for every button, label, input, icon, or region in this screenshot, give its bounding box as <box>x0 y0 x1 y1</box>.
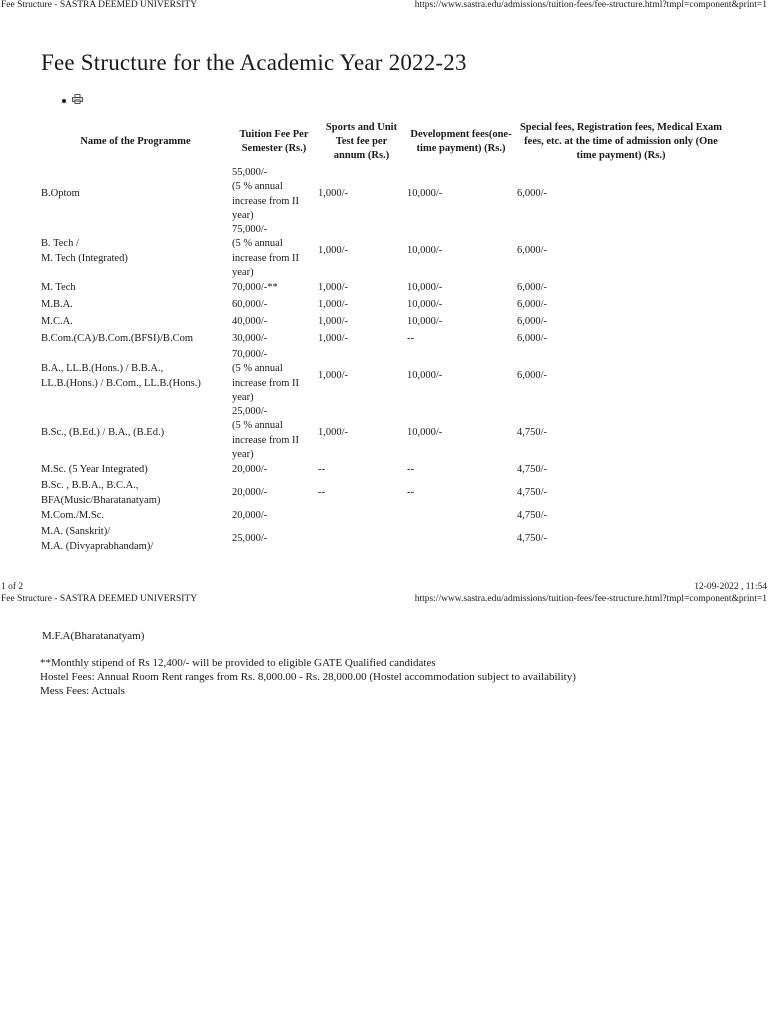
table-cell-special: 6,000/- <box>517 299 548 311</box>
table-header-row <box>40 118 726 166</box>
printer-icon[interactable] <box>72 93 83 108</box>
table-cell-dev: 10,000/- <box>407 299 443 311</box>
print-list-item <box>62 93 83 108</box>
table-cell-sports: 1,000/- <box>318 299 349 311</box>
table-cell-dev: 10,000/- <box>407 188 443 200</box>
table-cell-name: M.Sc. (5 Year Integrated) <box>41 464 148 476</box>
print-footer-page: 1 of 2 <box>1 582 24 592</box>
table-cell-tuition: 60,000/- <box>232 299 268 311</box>
table-cell-sports: 1,000/- <box>318 245 349 257</box>
table-cell-tuition: 70,000/- (5 % annual increase from II year) <box>232 349 300 403</box>
mess-fee-note: Mess Fees: Actuals <box>40 685 125 697</box>
table-cell-name: B.A., LL.B.(Hons.) / B.B.A., LL.B.(Hons.) / B.Com., LL.B.(Hons.) <box>41 363 201 389</box>
table-cell-tuition: 30,000/- <box>232 333 268 345</box>
table-row <box>40 166 726 223</box>
table-cell-sports <box>317 525 406 554</box>
table-cell-special: 6,000/- <box>517 333 548 345</box>
table-cell-dev: -- <box>407 464 414 476</box>
table-cell-tuition: 20,000/- <box>232 510 268 522</box>
table-row <box>40 223 726 280</box>
table-row <box>40 479 726 508</box>
fee-table <box>40 118 726 554</box>
table-cell-name: M.B.A. <box>41 299 73 311</box>
hostel-fee-note: Hostel Fees: Annual Room Rent ranges from Rs. 8,000.00 - Rs. 28,000.00 (Hostel accommodation subject to availability) <box>40 671 576 683</box>
table-cell-sports: 1,000/- <box>318 370 349 382</box>
table-cell-special: 6,000/- <box>517 245 548 257</box>
table-cell-name: B.Sc. , B.B.A., B.C.A., BFA(Music/Bharatanatyam) <box>41 480 161 506</box>
table-cell-special: 6,000/- <box>517 370 548 382</box>
column-header: Development fees(one-time payment) (Rs.) <box>410 129 512 154</box>
table-row <box>40 405 726 462</box>
print-header-title: Fee Structure - SASTRA DEEMED UNIVERSITY <box>1 594 198 604</box>
table-cell-dev <box>406 508 516 525</box>
table-cell-sports: 1,000/- <box>318 333 349 345</box>
table-cell-tuition: 40,000/- <box>232 316 268 328</box>
table-cell-name: B.Optom <box>41 188 80 200</box>
column-header: Sports and Unit Test fee per annum (Rs.) <box>325 122 398 161</box>
table-cell-dev <box>406 525 516 554</box>
table-cell-sports: -- <box>318 464 325 476</box>
table-cell-name: B.Sc., (B.Ed.) / B.A., (B.Ed.) <box>41 427 165 439</box>
table-cell-special: 6,000/- <box>517 188 548 200</box>
column-header: Tuition Fee Per Semester (Rs.) <box>239 129 309 154</box>
table-cell-tuition: 20,000/- <box>232 487 268 499</box>
print-header-title: Fee Structure - SASTRA DEEMED UNIVERSITY <box>1 0 198 10</box>
table-cell-special: 4,750/- <box>517 510 548 522</box>
table-cell-sports: -- <box>318 487 325 499</box>
table-cell-dev: 10,000/- <box>407 427 443 439</box>
table-row <box>40 462 726 479</box>
table-cell-sports <box>317 508 406 525</box>
table-cell-tuition: 25,000/- <box>232 533 268 545</box>
table-cell-dev: -- <box>407 333 414 345</box>
table-cell-special: 4,750/- <box>517 533 548 545</box>
continued-row-name: M.F.A(Bharatanatyam) <box>42 630 145 642</box>
table-cell-special: 6,000/- <box>517 316 548 328</box>
print-header-url: https://www.sastra.edu/admissions/tuition-fees/fee-structure.html?tmpl=component&print=1 <box>414 594 767 604</box>
table-cell-tuition: 70,000/-** <box>232 282 278 294</box>
table-cell-dev: 10,000/- <box>407 245 443 257</box>
table-cell-tuition: 20,000/- <box>232 464 268 476</box>
table-cell-sports: 1,000/- <box>318 427 349 439</box>
table-cell-special: 4,750/- <box>517 464 548 476</box>
table-cell-name: B.Com.(CA)/B.Com.(BFSI)/B.Com <box>41 333 193 345</box>
column-header: Name of the Programme <box>80 136 191 147</box>
table-cell-name: M.C.A. <box>41 316 73 328</box>
table-cell-special: 4,750/- <box>517 487 548 499</box>
table-cell-special: 6,000/- <box>517 282 548 294</box>
table-cell-tuition: 25,000/- (5 % annual increase from II year) <box>232 406 300 460</box>
table-cell-name: M. Tech <box>41 282 76 294</box>
table-row <box>40 280 726 297</box>
table-row <box>40 508 726 525</box>
table-cell-name: B. Tech / M. Tech (Integrated) <box>41 238 128 264</box>
table-cell-name: M.Com./M.Sc. <box>41 510 105 522</box>
table-cell-sports: 1,000/- <box>318 282 349 294</box>
table-row <box>40 525 726 554</box>
table-row <box>40 314 726 331</box>
table-row <box>40 297 726 314</box>
bullet-dot <box>62 99 66 103</box>
table-row <box>40 331 726 348</box>
page-title: Fee Structure for the Academic Year 2022-23 <box>41 50 467 75</box>
table-cell-name: M.A. (Sanskrit)/ M.A. (Divyaprabhandam)/ <box>41 526 154 552</box>
table-cell-sports: 1,000/- <box>318 316 349 328</box>
table-cell-dev: 10,000/- <box>407 316 443 328</box>
table-row <box>40 348 726 405</box>
print-footer-date: 12-09-2022 , 11:54 <box>694 582 767 592</box>
table-cell-dev: -- <box>407 487 414 499</box>
stipend-note: **Monthly stipend of Rs 12,400/- will be provided to eligible GATE Qualified candidates <box>40 657 436 669</box>
column-header: Special fees, Registration fees, Medical Exam fees, etc. at the time of admission only (One time payment) (Rs.) <box>519 122 723 161</box>
table-cell-dev: 10,000/- <box>407 282 443 294</box>
table-cell-special: 4,750/- <box>517 427 548 439</box>
table-cell-tuition: 55,000/- (5 % annual increase from II year) <box>232 167 300 221</box>
table-cell-tuition: 75,000/- (5 % annual increase from II year) <box>232 224 300 278</box>
table-cell-dev: 10,000/- <box>407 370 443 382</box>
table-cell-sports: 1,000/- <box>318 188 349 200</box>
print-header-url: https://www.sastra.edu/admissions/tuition-fees/fee-structure.html?tmpl=component&print=1 <box>414 0 767 10</box>
